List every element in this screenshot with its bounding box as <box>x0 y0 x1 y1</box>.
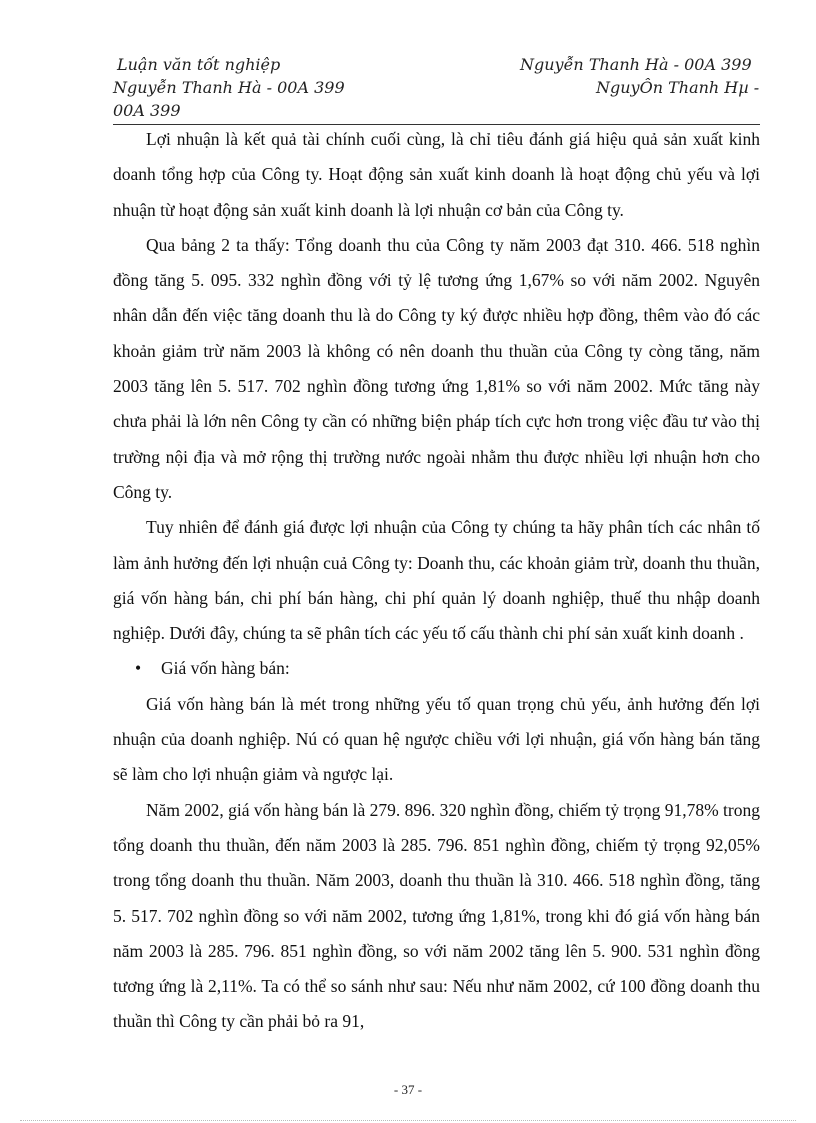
paragraph-3: Tuy nhiên để đánh giá được lợi nhuận của Công ty chúng ta hãy phân tích các nhân tố làm ảnh hưởng đến lợi nhuận cuả Công ty: Doanh thu, các khoản giảm trừ, doanh thu thuần, giá vốn hàng bán, chi phí bán hàng, chi phí quản lý doanh nghiệp, thuế thu nhập doanh nghiệp. Dưới đây, chúng ta sẽ phân tích các yếu tố cấu thành chi phí sản xuất kinh doanh . <box>113 517 760 644</box>
paragraph-4: Giá vốn hàng bán là mét trong những yếu tố quan trọng chủ yếu, ảnh hưởng đến lợi nhuận của doanh nghiệp. Nú có quan hệ ngược chiều với lợi nhuận, giá vốn hàng bán tăng sẽ làm cho lợi nhuận giảm và ngược lại. <box>113 693 760 785</box>
header-left-top: Luận văn tốt nghiệp <box>117 55 281 74</box>
page-number: - 37 - <box>393 1082 423 1097</box>
header-right-top: Nguyễn Thanh Hà - 00A 399 <box>520 55 752 74</box>
paragraph-1: Lợi nhuận là kết quả tài chính cuối cùng, là chỉ tiêu đánh giá hiệu quả sản xuất kinh doanh tổng hợp của Công ty. Hoạt động sản xuất kinh doanh là hoạt động chủ yếu và lợi nhuận từ hoạt động sản xuất kinh doanh là lợi nhuận cơ bản của Công ty. <box>113 129 760 220</box>
bullet-icon: • <box>135 658 142 679</box>
header-left-second: Nguyễn Thanh Hà - 00A 399 <box>113 78 345 97</box>
paragraph-5: Năm 2002, giá vốn hàng bán là 279. 896. 320 nghìn đồng, chiếm tỷ trọng 91,78% trong tổng doanh thu thuần, đến năm 2003 là 285. 796. 851 nghìn đồng, chiếm tỷ trọng 92,05% trong tổng doanh thu thuần. Năm 2003, doanh thu thuần là 310. 466. 518 nghìn đồng, tăng 5. 517. 702 nghìn đồng so với năm 2002, tương ứng 1,81%, trong khi đó giá vốn hàng bán năm 2003 là 285. 796. 851 nghìn đồng, so với năm 2002 tăng lên 5. 900. 531 nghìn đồng tương ứng là 2,11%. Ta có thể so sánh như sau: Nếu như năm 2002, cứ 100 đồng doanh thu thuần thì Công ty cần phải bỏ ra 91, <box>113 799 760 1032</box>
document-body <box>113 122 760 1040</box>
paragraph-2: Qua bảng 2 ta thấy: Tổng doanh thu của Công ty năm 2003 đạt 310. 466. 518 nghìn đồng tăng 5. 095. 332 nghìn đồng với tỷ lệ tương ứng 1,67% so với năm 2002. Nguyên nhân dẫn đến việc tăng doanh thu là do Công ty ký được nhiều hợp đồng, thêm vào đó các khoản giảm trừ năm 2003 là không có nên doanh thu thuần của Công ty còng tăng, năm 2003 tăng lên 5. 517. 702 nghìn đồng tương ứng 1,81% so với năm 2002. Mức tăng này chưa phải là lớn nên Công ty cần có những biện pháp tích cực hơn trong việc đầu tư vào thị trường nội địa và mở rộng thị trường nước ngoài nhằm thu được nhiều lợi nhuận hơn cho Công ty. <box>113 234 760 502</box>
header-right-second: NguyÔn Thanh Hµ - <box>596 78 760 97</box>
bullet-text: Giá vốn hàng bán: <box>161 658 290 679</box>
page-bottom-divider <box>20 1120 796 1121</box>
bullet-item <box>135 651 760 686</box>
header-third: 00A 399 <box>113 101 181 120</box>
